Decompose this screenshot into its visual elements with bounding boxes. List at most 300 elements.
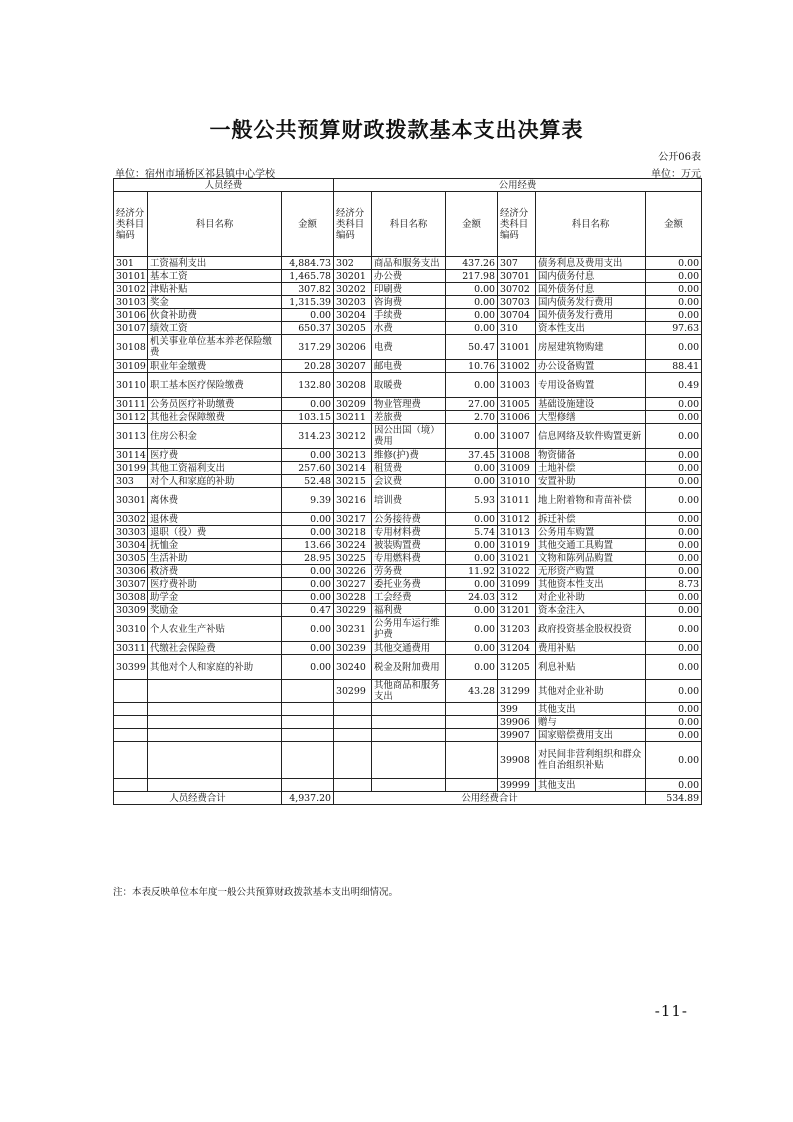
public-code-cell: 30204 [334,309,372,322]
capital-name-cell: 大型修缮 [536,411,646,424]
capital-code-cell: 39907 [498,729,536,742]
public-name-cell: 税金及附加费用 [372,655,446,680]
personnel-name-cell: 抚恤金 [148,539,282,552]
personnel-total-label: 人员经费合计 [114,792,282,805]
personnel-code-cell: 30114 [114,449,148,462]
public-amount-cell: 0.00 [446,617,498,642]
personnel-name-cell [148,680,282,703]
capital-name-cell: 政府投资基金股权投资 [536,617,646,642]
table-row [114,513,702,526]
public-name-cell [372,716,446,729]
personnel-name-cell [148,703,282,716]
capital-code-cell: 310 [498,322,536,335]
personnel-name-cell [148,779,282,792]
personnel-total-value: 4,937.20 [282,792,334,805]
capital-code-cell: 31012 [498,513,536,526]
public-code-cell [334,729,372,742]
personnel-code-cell: 30308 [114,591,148,604]
table-row [114,680,702,703]
capital-name-cell: 拆迁补偿 [536,513,646,526]
public-amount-cell: 0.00 [446,322,498,335]
public-group-header: 公用经费 [334,179,702,192]
capital-amount-cell: 0.00 [646,703,702,716]
personnel-code-cell: 30305 [114,552,148,565]
footnote: 注：本表反映单位本年度一般公共预算财政拨款基本支出明细情况。 [113,887,399,898]
public-name-cell: 水费 [372,322,446,335]
personnel-name-cell: 医疗费补助 [148,578,282,591]
personnel-code-cell: 30107 [114,322,148,335]
personnel-amount-cell: 0.00 [282,617,334,642]
public-name-cell: 其他交通费用 [372,642,446,655]
capital-code-cell: 31009 [498,462,536,475]
personnel-code-cell: 30110 [114,373,148,398]
public-name-cell: 专用材料费 [372,526,446,539]
capital-amount-cell: 0.00 [646,539,702,552]
personnel-amount-cell: 314.23 [282,424,334,449]
table-row [114,475,702,488]
public-amount-cell [446,703,498,716]
personnel-amount-cell: 257.60 [282,462,334,475]
public-name-cell: 公务接待费 [372,513,446,526]
public-name-cell: 印刷费 [372,283,446,296]
capital-amount-cell: 0.00 [646,591,702,604]
personnel-code-cell: 30101 [114,270,148,283]
capital-code-cell: 31203 [498,617,536,642]
table-row [114,565,702,578]
capital-name-cell: 文物和陈列品购置 [536,552,646,565]
public-code-cell: 30217 [334,513,372,526]
table-row [114,424,702,449]
personnel-amount-cell: 0.47 [282,604,334,617]
public-amount-cell [446,716,498,729]
capital-name-cell: 其他支出 [536,703,646,716]
personnel-amount-cell: 0.00 [282,565,334,578]
public-amount-cell: 0.00 [446,578,498,591]
public-code-cell: 30218 [334,526,372,539]
personnel-name-cell [148,729,282,742]
capital-amount-cell: 0.49 [646,373,702,398]
personnel-name-cell: 个人农业生产补贴 [148,617,282,642]
capital-amount-cell: 0.00 [646,742,702,779]
public-code-cell [334,742,372,779]
capital-code-cell: 31006 [498,411,536,424]
personnel-code-cell [114,680,148,703]
capital-amount-cell: 0.00 [646,729,702,742]
capital-name-cell: 信息网络及软件购置更新 [536,424,646,449]
capital-code-cell: 31021 [498,552,536,565]
public-total-label: 公用经费合计 [334,792,646,805]
personnel-name-cell [148,742,282,779]
column-header-name: 科目名称 [372,192,446,257]
capital-name-cell: 国家赔偿费用支出 [536,729,646,742]
capital-name-cell: 基础设施建设 [536,398,646,411]
personnel-amount-cell: 0.00 [282,591,334,604]
public-name-cell: 因公出国（境）费用 [372,424,446,449]
capital-name-cell: 利息补贴 [536,655,646,680]
capital-code-cell: 31204 [498,642,536,655]
public-code-cell: 30209 [334,398,372,411]
column-header-code: 经济分类科目编码 [498,192,536,257]
capital-name-cell: 其他资本性支出 [536,578,646,591]
personnel-name-cell: 退休费 [148,513,282,526]
capital-name-cell: 其他对企业补助 [536,680,646,703]
public-amount-cell: 0.00 [446,513,498,526]
capital-amount-cell: 0.00 [646,270,702,283]
personnel-amount-cell: 650.37 [282,322,334,335]
capital-name-cell: 其他交通工具购置 [536,539,646,552]
public-name-cell: 电费 [372,335,446,360]
public-name-cell: 专用燃料费 [372,552,446,565]
capital-name-cell: 赠与 [536,716,646,729]
public-amount-cell: 0.00 [446,424,498,449]
table-row [114,283,702,296]
public-code-cell: 30213 [334,449,372,462]
capital-amount-cell: 0.00 [646,617,702,642]
capital-code-cell: 31299 [498,680,536,703]
public-code-cell: 30229 [334,604,372,617]
capital-name-cell: 物资储备 [536,449,646,462]
public-amount-cell: 5.93 [446,488,498,513]
public-code-cell: 30226 [334,565,372,578]
personnel-amount-cell: 1,465.78 [282,270,334,283]
personnel-amount-cell [282,742,334,779]
capital-amount-cell: 0.00 [646,779,702,792]
personnel-code-cell: 30310 [114,617,148,642]
personnel-code-cell [114,729,148,742]
capital-amount-cell: 0.00 [646,642,702,655]
public-amount-cell: 2.70 [446,411,498,424]
capital-name-cell: 国外债务发行费用 [536,309,646,322]
public-amount-cell: 27.00 [446,398,498,411]
capital-code-cell: 31010 [498,475,536,488]
table-row [114,335,702,360]
capital-amount-cell: 0.00 [646,449,702,462]
table-row [114,449,702,462]
personnel-code-cell [114,742,148,779]
table-row [114,270,702,283]
personnel-name-cell: 其他社会保障缴费 [148,411,282,424]
personnel-amount-cell: 0.00 [282,526,334,539]
capital-code-cell: 31201 [498,604,536,617]
capital-code-cell: 31022 [498,565,536,578]
capital-name-cell: 对民间非营利组织和群众性自治组织补贴 [536,742,646,779]
public-code-cell: 302 [334,257,372,270]
public-name-cell [372,779,446,792]
personnel-amount-cell: 0.00 [282,309,334,322]
personnel-name-cell: 助学金 [148,591,282,604]
public-name-cell: 公务用车运行维护费 [372,617,446,642]
personnel-code-cell: 30106 [114,309,148,322]
public-amount-cell [446,729,498,742]
table-row [114,296,702,309]
capital-code-cell: 31001 [498,335,536,360]
capital-amount-cell: 0.00 [646,565,702,578]
capital-amount-cell: 0.00 [646,475,702,488]
public-code-cell: 30227 [334,578,372,591]
personnel-amount-cell: 20.28 [282,360,334,373]
capital-amount-cell: 0.00 [646,526,702,539]
personnel-code-cell: 30109 [114,360,148,373]
personnel-amount-cell: 0.00 [282,642,334,655]
table-row [114,716,702,729]
capital-amount-cell: 0.00 [646,604,702,617]
public-amount-cell: 0.00 [446,475,498,488]
capital-name-cell: 房屋建筑物购建 [536,335,646,360]
capital-amount-cell: 8.73 [646,578,702,591]
personnel-name-cell: 工资福利支出 [148,257,282,270]
capital-amount-cell: 0.00 [646,716,702,729]
public-code-cell: 30202 [334,283,372,296]
capital-code-cell: 399 [498,703,536,716]
public-code-cell [334,716,372,729]
public-amount-cell: 0.00 [446,539,498,552]
personnel-name-cell: 津贴补贴 [148,283,282,296]
public-name-cell: 委托业务费 [372,578,446,591]
table-row [114,655,702,680]
capital-code-cell: 30704 [498,309,536,322]
public-code-cell: 30240 [334,655,372,680]
table-row [114,591,702,604]
capital-amount-cell: 0.00 [646,411,702,424]
form-code: 公开06表 [658,152,701,163]
table-row [114,526,702,539]
public-code-cell: 30207 [334,360,372,373]
personnel-amount-cell: 0.00 [282,578,334,591]
capital-code-cell: 31019 [498,539,536,552]
capital-amount-cell: 0.00 [646,655,702,680]
personnel-code-cell: 30302 [114,513,148,526]
column-header-amount: 金额 [646,192,702,257]
table-row [114,322,702,335]
capital-amount-cell: 0.00 [646,257,702,270]
capital-name-cell: 对企业补助 [536,591,646,604]
personnel-code-cell: 30112 [114,411,148,424]
personnel-name-cell: 职业年金缴费 [148,360,282,373]
table-row [114,552,702,565]
personnel-name-cell: 奖金 [148,296,282,309]
capital-code-cell: 31205 [498,655,536,680]
public-code-cell: 30239 [334,642,372,655]
capital-name-cell: 专用设备购置 [536,373,646,398]
personnel-group-header: 人员经费 [114,179,334,192]
personnel-code-cell: 30309 [114,604,148,617]
personnel-code-cell: 30103 [114,296,148,309]
table-row [114,539,702,552]
capital-name-cell: 资本性支出 [536,322,646,335]
personnel-amount-cell: 28.95 [282,552,334,565]
public-code-cell: 30208 [334,373,372,398]
personnel-amount-cell: 307.82 [282,283,334,296]
personnel-code-cell: 30111 [114,398,148,411]
table-row [114,578,702,591]
capital-code-cell: 312 [498,591,536,604]
public-amount-cell: 11.92 [446,565,498,578]
public-name-cell: 维修(护)费 [372,449,446,462]
capital-amount-cell: 0.00 [646,398,702,411]
public-name-cell: 取暖费 [372,373,446,398]
personnel-amount-cell: 1,315.39 [282,296,334,309]
capital-code-cell: 30703 [498,296,536,309]
personnel-amount-cell: 0.00 [282,398,334,411]
public-code-cell: 30216 [334,488,372,513]
personnel-code-cell: 30199 [114,462,148,475]
public-code-cell: 30299 [334,680,372,703]
public-code-cell: 30228 [334,591,372,604]
personnel-amount-cell: 52.48 [282,475,334,488]
public-amount-cell: 0.00 [446,642,498,655]
public-amount-cell: 0.00 [446,655,498,680]
capital-amount-cell: 0.00 [646,309,702,322]
capital-name-cell: 国内债务付息 [536,270,646,283]
capital-code-cell: 31005 [498,398,536,411]
personnel-code-cell [114,779,148,792]
public-name-cell: 会议费 [372,475,446,488]
personnel-code-cell: 30304 [114,539,148,552]
table-row [114,373,702,398]
column-header-name: 科目名称 [148,192,282,257]
personnel-name-cell: 救济费 [148,565,282,578]
public-name-cell: 被装购置费 [372,539,446,552]
capital-code-cell: 307 [498,257,536,270]
public-code-cell: 30225 [334,552,372,565]
public-amount-cell: 50.47 [446,335,498,360]
personnel-amount-cell: 317.29 [282,335,334,360]
capital-amount-cell: 0.00 [646,335,702,360]
public-amount-cell: 0.00 [446,296,498,309]
personnel-amount-cell: 0.00 [282,449,334,462]
capital-name-cell: 其他支出 [536,779,646,792]
capital-name-cell: 债务利息及费用支出 [536,257,646,270]
public-name-cell: 办公费 [372,270,446,283]
capital-amount-cell: 0.00 [646,488,702,513]
personnel-amount-cell: 13.66 [282,539,334,552]
public-name-cell: 差旅费 [372,411,446,424]
public-name-cell [372,742,446,779]
total-row [114,792,702,805]
table-row [114,398,702,411]
public-code-cell: 30203 [334,296,372,309]
capital-code-cell: 30702 [498,283,536,296]
personnel-code-cell [114,716,148,729]
public-name-cell: 福利费 [372,604,446,617]
public-amount-cell: 10.76 [446,360,498,373]
capital-name-cell: 土地补偿 [536,462,646,475]
personnel-name-cell: 机关事业单位基本养老保险缴费 [148,335,282,360]
public-name-cell: 其他商品和服务支出 [372,680,446,703]
capital-amount-cell: 88.41 [646,360,702,373]
table-row [114,642,702,655]
public-code-cell [334,779,372,792]
personnel-code-cell [114,703,148,716]
column-header-amount: 金额 [282,192,334,257]
public-amount-cell: 5.74 [446,526,498,539]
capital-code-cell: 39906 [498,716,536,729]
personnel-amount-cell: 103.15 [282,411,334,424]
personnel-name-cell: 医疗费 [148,449,282,462]
personnel-code-cell: 30307 [114,578,148,591]
public-name-cell: 商品和服务支出 [372,257,446,270]
personnel-name-cell: 其他工资福利支出 [148,462,282,475]
capital-code-cell: 31013 [498,526,536,539]
public-amount-cell [446,742,498,779]
column-header-name: 科目名称 [536,192,646,257]
personnel-amount-cell [282,703,334,716]
public-amount-cell: 0.00 [446,552,498,565]
personnel-code-cell: 30113 [114,424,148,449]
personnel-name-cell: 代缴社会保险费 [148,642,282,655]
public-amount-cell: 0.00 [446,462,498,475]
capital-code-cell: 31002 [498,360,536,373]
capital-name-cell: 公务用车购置 [536,526,646,539]
public-code-cell: 30214 [334,462,372,475]
currency-unit: 单位：万元 [651,169,701,180]
public-name-cell: 手续费 [372,309,446,322]
capital-amount-cell: 0.00 [646,283,702,296]
personnel-code-cell: 301 [114,257,148,270]
capital-amount-cell: 97.63 [646,322,702,335]
table-row [114,488,702,513]
public-code-cell [334,703,372,716]
capital-code-cell: 31007 [498,424,536,449]
personnel-name-cell: 离休费 [148,488,282,513]
table-row [114,257,702,270]
public-code-cell: 30201 [334,270,372,283]
personnel-code-cell: 30108 [114,335,148,360]
public-name-cell: 邮电费 [372,360,446,373]
personnel-amount-cell [282,716,334,729]
public-code-cell: 30211 [334,411,372,424]
public-amount-cell: 0.00 [446,309,498,322]
column-header-code: 经济分类科目编码 [114,192,148,257]
personnel-name-cell [148,716,282,729]
public-code-cell: 30212 [334,424,372,449]
personnel-code-cell: 30301 [114,488,148,513]
personnel-amount-cell: 132.80 [282,373,334,398]
table-row [114,360,702,373]
capital-code-cell: 39999 [498,779,536,792]
capital-name-cell: 费用补贴 [536,642,646,655]
capital-code-cell: 31003 [498,373,536,398]
personnel-code-cell: 30102 [114,283,148,296]
capital-name-cell: 无形资产购置 [536,565,646,578]
capital-amount-cell: 0.00 [646,462,702,475]
capital-code-cell: 31008 [498,449,536,462]
table-row [114,411,702,424]
personnel-name-cell: 奖励金 [148,604,282,617]
public-amount-cell: 24.03 [446,591,498,604]
reporting-unit: 单位：宿州市埇桥区祁县镇中心学校 [115,169,275,180]
capital-code-cell: 30701 [498,270,536,283]
personnel-name-cell: 其他对个人和家庭的补助 [148,655,282,680]
personnel-amount-cell [282,779,334,792]
personnel-amount-cell: 4,884.73 [282,257,334,270]
public-name-cell [372,729,446,742]
public-name-cell: 培训费 [372,488,446,513]
personnel-amount-cell [282,729,334,742]
capital-name-cell: 国外债务付息 [536,283,646,296]
personnel-name-cell: 住房公积金 [148,424,282,449]
personnel-amount-cell [282,680,334,703]
page-title: 一般公共预算财政拨款基本支出决算表 [209,118,584,142]
capital-name-cell: 资本金注入 [536,604,646,617]
column-header-code: 经济分类科目编码 [334,192,372,257]
personnel-code-cell: 30311 [114,642,148,655]
table-row [114,617,702,642]
expenditure-table [113,178,702,805]
public-amount-cell: 43.28 [446,680,498,703]
public-name-cell: 物业管理费 [372,398,446,411]
column-header-amount: 金额 [446,192,498,257]
